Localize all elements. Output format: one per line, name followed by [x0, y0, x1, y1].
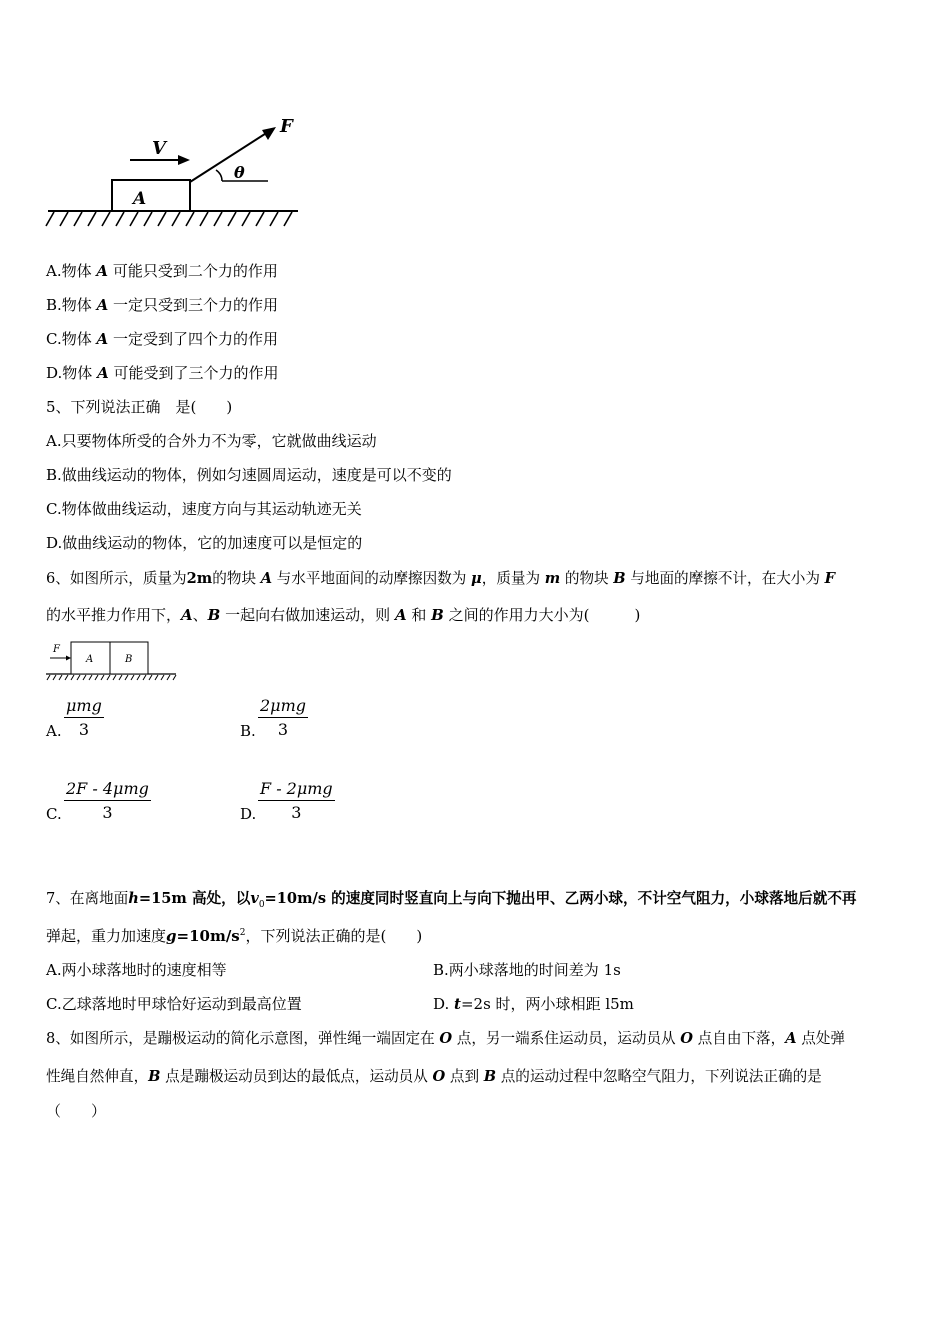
force-label: F [280, 116, 293, 137]
q5-option-d: D.做曲线运动的物体，它的加速度可以是恒定的 [46, 534, 363, 552]
q8-stem-line3: （ ） [46, 1102, 107, 1120]
q5-stem: 5、下列说法正确 是( ) [46, 398, 233, 416]
block-a [112, 180, 190, 211]
block-a-label: A [86, 654, 94, 665]
block-b-label: B [125, 654, 133, 665]
q5-option-b: B.做曲线运动的物体，例如匀速圆周运动，速度是可以不变的 [46, 466, 452, 484]
velocity-label: V [152, 138, 166, 159]
q6-option-d-label: D. [240, 805, 257, 823]
block-a-label: A [133, 189, 147, 209]
angle-label: θ [234, 163, 245, 182]
force-label: F [53, 644, 60, 655]
q6-option-c-fraction: 2F - 4μmg 3 [66, 779, 149, 822]
q4-option-a: A.物体 A 可能只受到二个力的作用 [46, 262, 278, 280]
q4-option-d: D.物体 A 可能受到了三个力的作用 [46, 364, 279, 382]
q7-option-c: C.乙球落地时甲球恰好运动到最高位置 [46, 995, 302, 1013]
q6-option-b-fraction: 2μmg 3 [260, 696, 306, 739]
q7-option-a: A.两小球落地时的速度相等 [46, 961, 227, 979]
q6-option-a-fraction: μmg 3 [66, 696, 102, 739]
q6-stem-line2: 的水平推力作用下，A、B 一起向右做加速运动，则 A 和 B 之间的作用力大小为( ) [46, 606, 641, 624]
q7-stem-line1: 7、在离地面h=15m 高处，以$v_0=10m/s$ 的速度同时竖直向上与向下抛出甲、乙两小球，不计空气阻力，小球落地后就不再 [46, 890, 857, 910]
q7-option-b: B.两小球落地的时间差为 1s [433, 961, 621, 979]
q7-option-d: D. t=2s 时，两小球相距 l5m [433, 995, 634, 1013]
q6-option-b-label: B. [240, 722, 256, 740]
q8-stem-line2: 性绳自然伸直，B 点是蹦极运动员到达的最低点，运动员从 O 点到 B 点的运动过程中忽略空气阻力，下列说法正确的是 [46, 1068, 822, 1085]
q5-option-a: A.只要物体所受的合外力不为零，它就做曲线运动 [46, 432, 377, 450]
q4-option-b: B.物体 A 一定只受到三个力的作用 [46, 296, 279, 314]
figure-block-force [44, 110, 314, 240]
q8-stem-line1: 8、如图所示，是蹦极运动的简化示意图，弹性绳一端固定在 O 点，另一端系住运动员，运动员从 O 点自由下落，A 点处弹 [46, 1030, 845, 1047]
figure-blocks-ab [44, 638, 184, 684]
q6-option-d-fraction: F - 2μmg 3 [260, 779, 333, 822]
q5-option-c: C.物体做曲线运动，速度方向与其运动轨迹无关 [46, 500, 362, 518]
q7-stem-line2: 弹起，重力加速度$g=10m/s^2$，下列说法正确的是( ) [46, 927, 423, 945]
q6-stem-line1: 6、如图所示，质量为2m的物块 A 与水平地面间的动摩擦因数为 μ，质量为 m 的物块 B 与地面的摩擦不计，在大小为 F [46, 570, 836, 587]
q6-option-a-label: A. [46, 722, 62, 740]
q4-option-c: C.物体 A 一定受到了四个力的作用 [46, 330, 278, 348]
q6-option-c-label: C. [46, 805, 62, 823]
